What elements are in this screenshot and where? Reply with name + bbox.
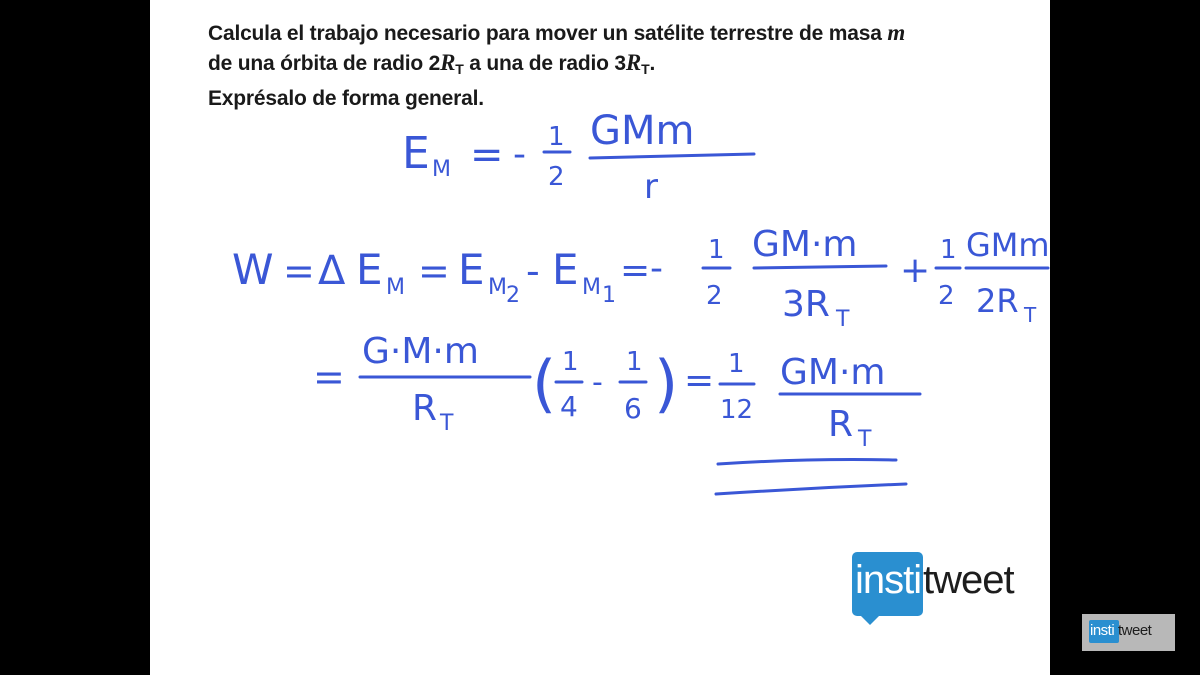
fraction-denominator-subscript: T [440,411,454,436]
coef-denominator: 2 [706,281,723,311]
equals-sign: = [313,355,345,399]
fraction-numerator: G·M·m [362,331,479,372]
equals-sign: = [418,249,450,293]
radius-symbol-1: R [440,50,456,75]
result-denominator: R [828,404,854,445]
first-denominator: 4 [560,390,578,423]
radius-subscript-2: T [641,61,650,77]
equation-simplification [313,331,920,494]
result-numerator: GM·m [780,352,886,393]
coef2-numerator: 1 [940,235,957,265]
energy-final-subscript: M [488,275,507,300]
result-underline-1 [718,460,896,465]
fraction1-numerator: GM·m [752,224,858,265]
problem-line-2-a: de una órbita de radio 2 [208,52,441,75]
problem-line-2-end: . [649,52,656,75]
coef2-denominator: 2 [938,281,955,311]
mass-variable: m [887,20,906,45]
equation-work [232,224,1050,332]
fraction-denominator: r [644,167,658,207]
work-symbol: W [232,245,274,294]
equals-sign: = [684,360,715,401]
energy-initial-index: 1 [602,283,616,308]
fraction-numerator: GMm [590,108,695,154]
result-denominator-subscript: T [858,427,872,452]
fraction1-denominator-subscript: T [836,307,850,332]
fraction2-denominator-subscript: T [1024,303,1037,327]
minus-sign: - [592,365,603,400]
problem-line-2-b: a una de radio 3 [463,52,626,75]
result-coef-numerator: 1 [728,349,745,379]
result-coef-denominator: 12 [720,395,754,425]
coef-numerator: 1 [708,235,725,265]
open-parenthesis: ( [532,347,557,420]
second-denominator: 6 [624,392,642,425]
radius-subscript-1: T [455,61,464,77]
result-underline-2 [716,484,906,494]
problem-line-3: Exprésalo de forma general. [208,87,484,110]
equals-sign: = [470,132,504,178]
delta-symbol: Δ [318,248,346,294]
energy-symbol: E [402,128,430,179]
close-parenthesis: ) [654,347,679,420]
energy-initial-subscript: M [582,275,601,300]
logo-text-tweet: tweet [923,558,1014,602]
institweet-logo [852,548,1042,622]
energy-subscript: M [386,275,405,300]
fraction1-bar [754,266,886,268]
fraction2-numerator: GMm [966,226,1050,264]
equals-sign: = [620,250,651,291]
second-numerator: 1 [626,347,643,377]
problem-line-1-text: Calcula el trabajo necesario para mover un satélite terrestre de masa [208,22,888,45]
energy-final-index: 2 [506,283,520,308]
whiteboard [150,0,1050,675]
first-numerator: 1 [562,347,579,377]
coef-numerator: 1 [548,122,565,152]
energy-subscript: M [432,157,451,182]
fraction-bar [590,154,754,158]
fraction-denominator: R [412,388,438,429]
fraction1-denominator: 3R [782,284,830,325]
plus-sign: + [900,250,931,291]
energy-final: E [458,245,485,294]
fraction2-denominator: 2R [976,282,1019,320]
watermark-text-tweet: tweet [1118,622,1152,639]
watermark-text-insti: insti [1090,622,1115,639]
energy-initial: E [552,245,579,294]
coef-denominator: 2 [548,162,565,192]
equation-mechanical-energy [402,108,754,207]
logo-text-insti: insti [855,558,922,602]
radius-symbol-2: R [625,50,642,75]
energy-symbol: E [356,245,383,294]
minus-sign: - [526,249,540,293]
minus-sign: - [513,134,526,175]
equals-sign: = [283,249,315,293]
minus-sign: - [650,248,663,289]
institweet-watermark [1082,614,1175,651]
